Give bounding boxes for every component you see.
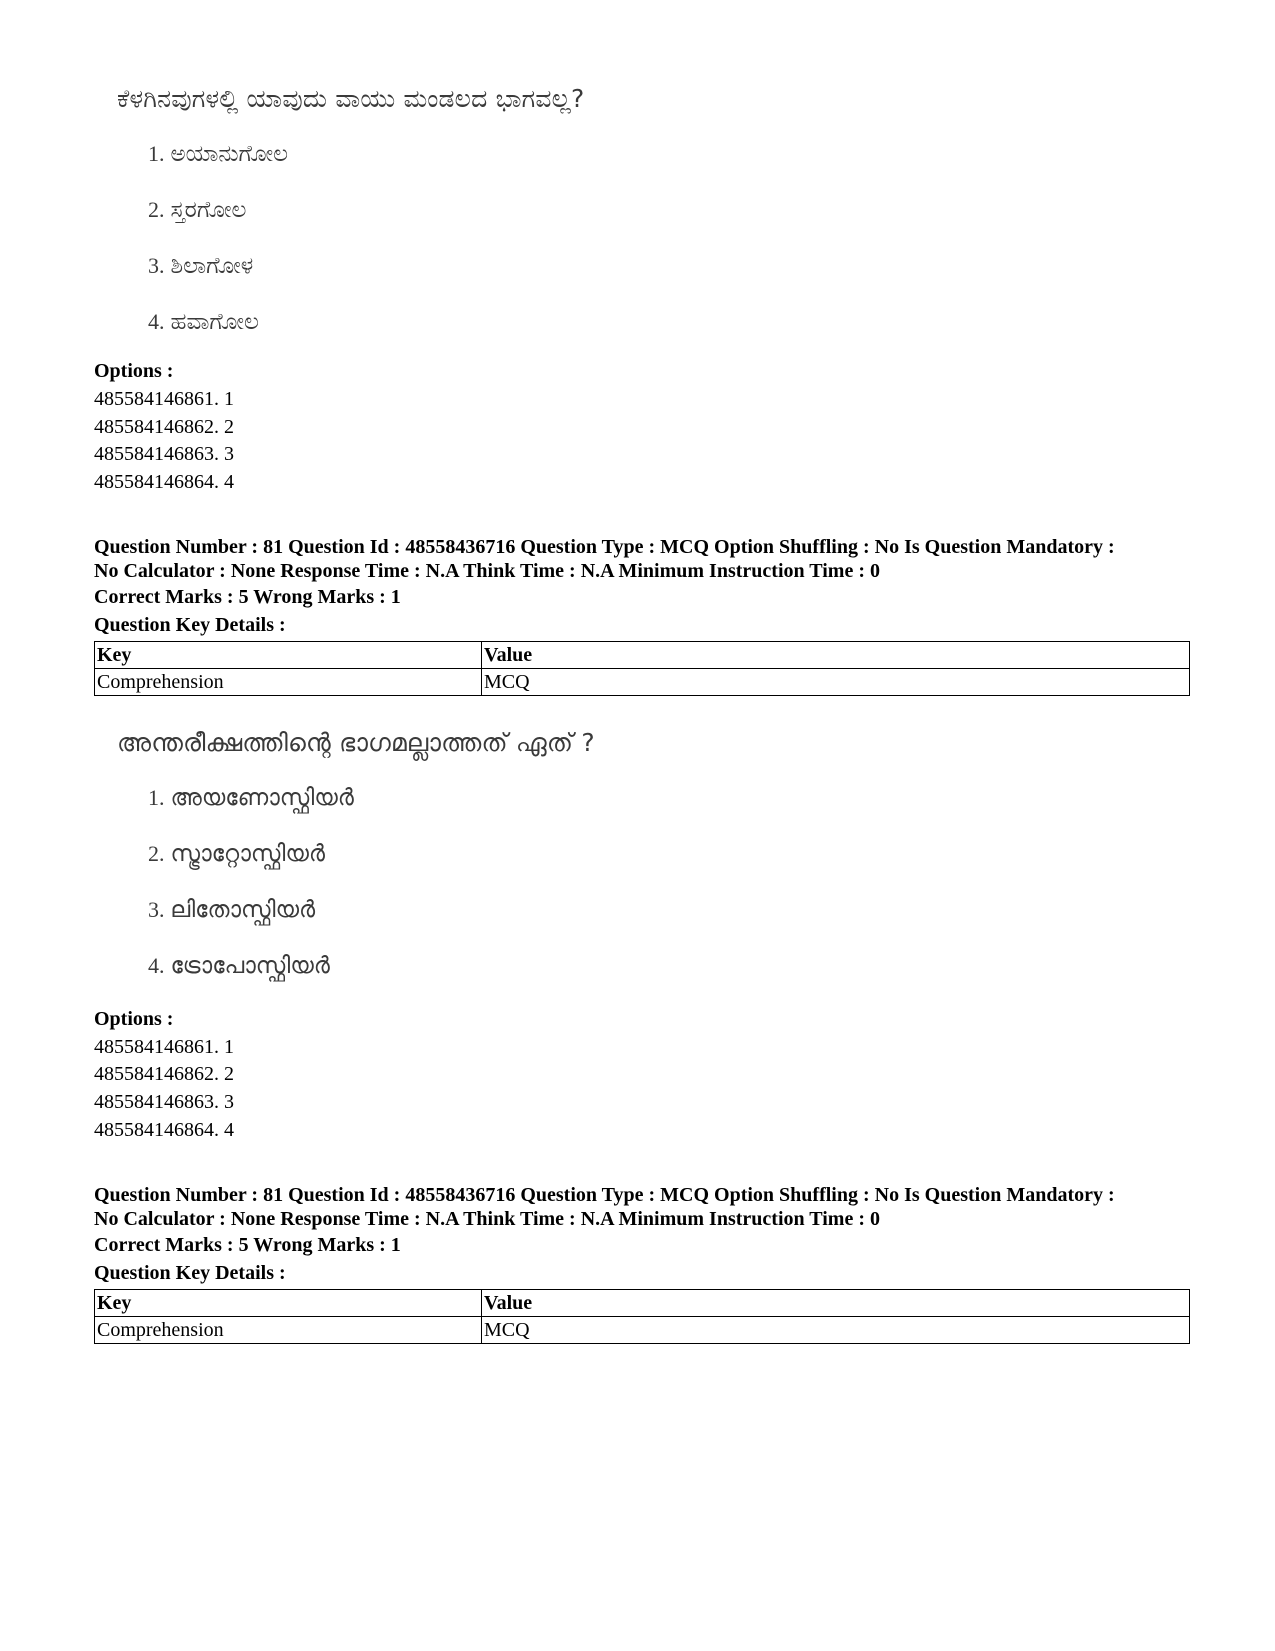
choice-text: അയണോസ്ഫിയർ — [170, 785, 354, 811]
option-item: 485584146863. 3 — [94, 1091, 234, 1113]
choice-text: ಶಿಲಾಗೋಳ — [170, 253, 254, 279]
choice-text: ಸ್ತರಗೋಲ — [170, 197, 247, 223]
question-meta — [94, 1183, 1194, 1231]
choice-text: ಅಯಾನುಗೋಲ — [170, 141, 289, 167]
table-header-row — [95, 1290, 1190, 1317]
question-choice — [148, 309, 259, 335]
option-item: 485584146862. 2 — [94, 416, 234, 438]
table-header-row — [95, 642, 1190, 669]
table-header-value: Value — [482, 1290, 1190, 1317]
option-item: 485584146863. 3 — [94, 443, 234, 465]
key-details-table — [94, 641, 1190, 696]
option-item: 485584146861. 1 — [94, 388, 234, 410]
marks-line: Correct Marks : 5 Wrong Marks : 1 — [94, 586, 401, 608]
option-item: 485584146862. 2 — [94, 1063, 234, 1085]
question-choice — [148, 785, 354, 811]
table-cell-key: Comprehension — [95, 669, 482, 696]
question-choice — [148, 197, 246, 223]
choice-number: 1. — [148, 785, 165, 810]
table-cell-value: MCQ — [482, 669, 1190, 696]
question-text-malayalam: അന്തരീക്ഷത്തിന്റെ ഭാഗമല്ലാത്തത് ഏത് ? — [117, 728, 595, 757]
options-label: Options : — [94, 1008, 174, 1030]
question-meta-line2: No Calculator : None Response Time : N.A Think Time : N.A Minimum Instruction Time : 0 — [94, 560, 880, 582]
choice-text: ಹವಾಗೋಲ — [170, 309, 259, 335]
table-cell-value: MCQ — [482, 1317, 1190, 1344]
table-header-value: Value — [482, 642, 1190, 669]
question-meta — [94, 535, 1194, 583]
table-row — [95, 1317, 1190, 1344]
question-choice — [148, 897, 315, 923]
options-label: Options : — [94, 360, 174, 382]
question-choice — [148, 253, 253, 279]
table-cell-key: Comprehension — [95, 1317, 482, 1344]
option-item: 485584146864. 4 — [94, 1119, 234, 1141]
table-row — [95, 669, 1190, 696]
key-details-table — [94, 1289, 1190, 1344]
option-item: 485584146864. 4 — [94, 471, 234, 493]
choice-number: 1. — [148, 141, 165, 166]
key-details-label: Question Key Details : — [94, 614, 286, 636]
choice-text: ട്രോപോസ്ഫിയർ — [170, 953, 330, 979]
table-header-key: Key — [95, 642, 482, 669]
choice-number: 2. — [148, 841, 165, 866]
question-meta-line2: No Calculator : None Response Time : N.A Think Time : N.A Minimum Instruction Time : 0 — [94, 1208, 880, 1230]
choice-number: 4. — [148, 953, 165, 978]
question-choice — [148, 841, 325, 867]
question-meta-line1: Question Number : 81 Question Id : 48558436716 Question Type : MCQ Option Shuffling : No Is Question Mandatory : — [94, 536, 1115, 558]
question-choice — [148, 953, 330, 979]
question-meta-line1: Question Number : 81 Question Id : 48558436716 Question Type : MCQ Option Shuffling : No Is Question Mandatory : — [94, 1184, 1115, 1206]
marks-line: Correct Marks : 5 Wrong Marks : 1 — [94, 1234, 401, 1256]
choice-number: 4. — [148, 309, 165, 334]
key-details-label: Question Key Details : — [94, 1262, 286, 1284]
option-item: 485584146861. 1 — [94, 1036, 234, 1058]
choice-number: 3. — [148, 897, 165, 922]
question-choice — [148, 141, 288, 167]
choice-text: ലിതോസ്ഫിയർ — [170, 897, 316, 923]
choice-number: 2. — [148, 197, 165, 222]
choice-text: സ്ട്രാറ്റോസ്ഫിയർ — [170, 841, 325, 867]
question-text-kannada: ಕೆಳಗಿನವುಗಳಲ್ಲಿ ಯಾವುದು ವಾಯು ಮಂಡಲದ ಭಾಗವಲ್ಲ? — [117, 84, 585, 113]
choice-number: 3. — [148, 253, 165, 278]
table-header-key: Key — [95, 1290, 482, 1317]
